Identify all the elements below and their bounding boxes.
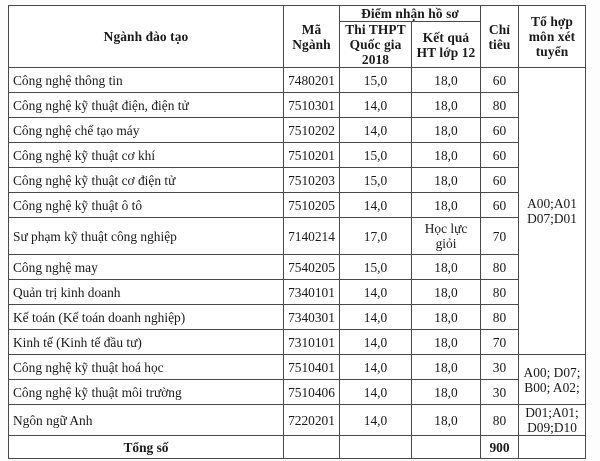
cell-quota: 30: [481, 355, 519, 380]
cell-quota: 60: [481, 68, 519, 93]
cell-code: 7540205: [284, 255, 340, 280]
cell-code: 7510406: [284, 380, 340, 405]
cell-code: 7310101: [284, 330, 340, 355]
cell-code: 7510205: [284, 193, 340, 218]
total-label: Tổng số: [9, 436, 284, 459]
total-combination-empty: [519, 436, 586, 459]
cell-thpt: 14,0: [340, 330, 412, 355]
cell-ht12: [412, 218, 481, 255]
cell-thpt: 15,0: [340, 68, 412, 93]
table-row: [9, 68, 586, 93]
cell-ht12: 18,0: [412, 380, 481, 405]
header-combination: [519, 6, 586, 68]
cell-quota: 30: [481, 380, 519, 405]
cell-code: 7510401: [284, 355, 340, 380]
cell-thpt: 14,0: [340, 305, 412, 330]
total-ht12-empty: [412, 436, 481, 459]
cell-thpt: 17,0: [340, 218, 412, 255]
cell-major: Kinh tế (Kinh tế đầu tư): [9, 330, 284, 355]
table-row: [9, 93, 586, 118]
header-row-top: [9, 6, 586, 22]
cell-major: Sư phạm kỹ thuật công nghiệp: [9, 218, 284, 255]
cell-quota: 80: [481, 405, 519, 436]
cell-major: Quản trị kinh doanh: [9, 280, 284, 305]
combo-line1: A00; D07;: [523, 364, 581, 380]
table-row: [9, 355, 586, 380]
header-quota: [481, 6, 519, 68]
cell-ht12: 18,0: [412, 280, 481, 305]
cell-quota: 60: [481, 143, 519, 168]
header-combo-line3: tuyển: [535, 44, 569, 59]
cell-ht12: 18,0: [412, 118, 481, 143]
cell-code: 7140214: [284, 218, 340, 255]
table-row: [9, 118, 586, 143]
cell-code: 7340101: [284, 280, 340, 305]
admissions-table: [8, 5, 586, 459]
cell-major: Công nghệ may: [9, 255, 284, 280]
table-row: [9, 405, 586, 436]
cell-combination-group: [519, 355, 586, 405]
header-code-line2: Ngành: [292, 36, 331, 52]
cell-code: 7220201: [284, 405, 340, 436]
cell-thpt: 15,0: [340, 255, 412, 280]
header-score-group: Điểm nhận hồ sơ: [340, 6, 481, 22]
cell-ht12: 18,0: [412, 405, 481, 436]
cell-combination-group: [519, 405, 586, 436]
cell-major: Công nghệ kỹ thuật cơ khí: [9, 143, 284, 168]
cell-thpt: 15,0: [340, 143, 412, 168]
cell-major: Công nghệ thông tin: [9, 68, 284, 93]
header-thpt-line3: 2018: [361, 52, 390, 67]
cell-ht12-line2: giỏi: [435, 236, 457, 251]
header-code: [284, 6, 340, 68]
cell-thpt: 14,0: [340, 405, 412, 436]
combo-line2: D07;D01: [527, 211, 577, 226]
table-row: [9, 380, 586, 405]
cell-ht12: 18,0: [412, 143, 481, 168]
cell-code: 7340301: [284, 305, 340, 330]
header-ht12: [412, 22, 481, 68]
cell-major: Công nghệ kỹ thuật hoá học: [9, 355, 284, 380]
table-body: [9, 68, 586, 459]
table-row: [9, 255, 586, 280]
cell-ht12: 18,0: [412, 330, 481, 355]
combo-line2: D09;D10: [527, 420, 577, 435]
header-major: Ngành đào tạo: [9, 6, 284, 68]
cell-quota: 80: [481, 255, 519, 280]
cell-ht12: 18,0: [412, 305, 481, 330]
cell-ht12: 18,0: [412, 355, 481, 380]
cell-thpt: 14,0: [340, 355, 412, 380]
cell-thpt: 14,0: [340, 118, 412, 143]
cell-code: 7510202: [284, 118, 340, 143]
cell-code: 7510301: [284, 93, 340, 118]
table-row: [9, 305, 586, 330]
cell-thpt: 15,0: [340, 168, 412, 193]
cell-quota: 80: [481, 280, 519, 305]
header-combo-line1: Tổ hợp: [531, 14, 573, 29]
cell-major: Ngôn ngữ Anh: [9, 405, 284, 436]
header-combo-line2: môn xét: [528, 29, 576, 44]
table-row: [9, 168, 586, 193]
table-row: [9, 143, 586, 168]
cell-thpt: 14,0: [340, 193, 412, 218]
cell-major: Công nghệ kỹ thuật điện, điện tử: [9, 93, 284, 118]
cell-code: 7510201: [284, 143, 340, 168]
cell-ht12: 18,0: [412, 68, 481, 93]
table-row: [9, 280, 586, 305]
table-total-row: [9, 436, 586, 459]
cell-quota: 80: [481, 305, 519, 330]
cell-quota: 60: [481, 118, 519, 143]
combo-line2: B00; A02;: [524, 379, 580, 395]
total-thpt-empty: [340, 436, 412, 459]
cell-major: Công nghệ kỹ thuật ô tô: [9, 193, 284, 218]
cell-quota: 70: [481, 218, 519, 255]
cell-major: Công nghệ kỹ thuật cơ điện tử: [9, 168, 284, 193]
cell-ht12: 18,0: [412, 255, 481, 280]
header-ht12-line1: Kết quả: [422, 29, 470, 45]
cell-quota: 80: [481, 93, 519, 118]
header-quota-line1: Chỉ: [488, 21, 511, 37]
header-thpt-line2: Quốc gia: [349, 37, 402, 52]
header-thpt-line1: Thi THPT: [345, 22, 406, 37]
total-quota-value: 900: [481, 436, 519, 459]
header-code-line1: Mã: [301, 21, 322, 37]
cell-major: Công nghệ chế tạo máy: [9, 118, 284, 143]
cell-major: Kế toán (Kế toán doanh nghiệp): [9, 305, 284, 330]
combo-line1: A00;A01: [527, 196, 577, 211]
cell-quota: 60: [481, 168, 519, 193]
cell-code: 7480201: [284, 68, 340, 93]
total-code-empty: [284, 436, 340, 459]
header-quota-line2: tiêu: [488, 36, 511, 52]
cell-ht12: 18,0: [412, 168, 481, 193]
cell-quota: 70: [481, 330, 519, 355]
header-thpt: [340, 22, 412, 68]
cell-code: 7510203: [284, 168, 340, 193]
cell-quota: 60: [481, 193, 519, 218]
cell-combination-group: [519, 68, 586, 355]
cell-ht12: 18,0: [412, 193, 481, 218]
table-row: [9, 193, 586, 218]
cell-thpt: 14,0: [340, 93, 412, 118]
cell-thpt: 14,0: [340, 380, 412, 405]
cell-ht12: 18,0: [412, 93, 481, 118]
combo-line1: D01;A01;: [525, 405, 579, 420]
cell-major: Công nghệ kỹ thuật môi trường: [9, 380, 284, 405]
cell-ht12-line1: Học lực: [424, 221, 468, 236]
header-ht12-line2: HT lớp 12: [416, 44, 476, 60]
cell-thpt: 14,0: [340, 280, 412, 305]
table-row: [9, 330, 586, 355]
table-header: [9, 6, 586, 68]
table-row: [9, 218, 586, 255]
